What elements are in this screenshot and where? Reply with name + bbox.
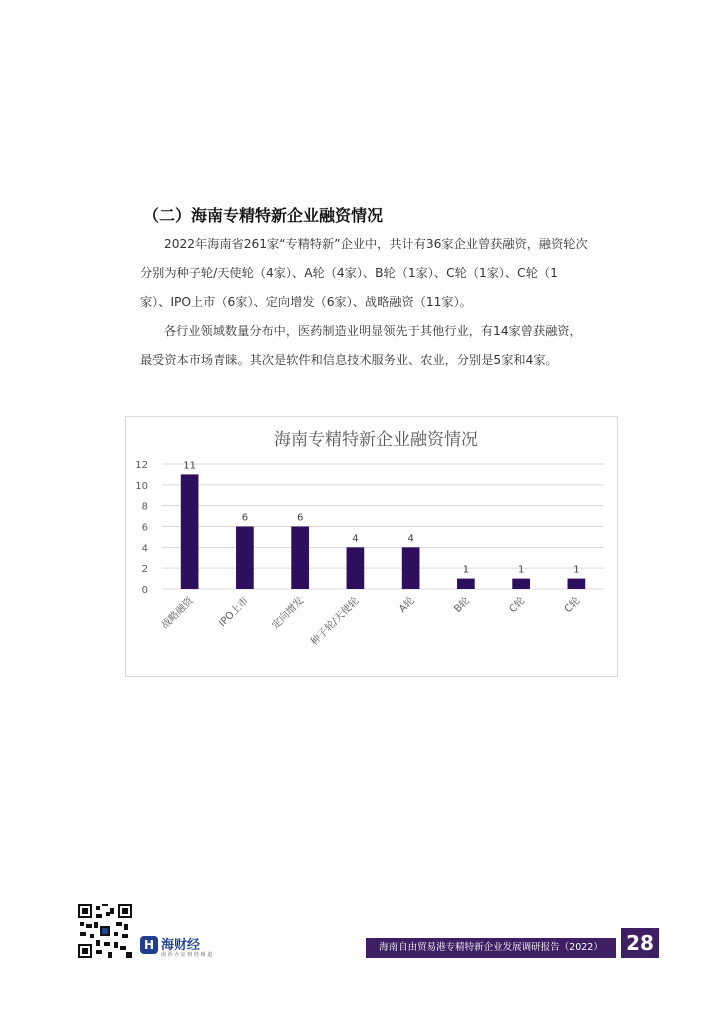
x-tick-label: 种子轮/天使轮 bbox=[308, 595, 362, 648]
brand-logo-icon: H bbox=[140, 936, 158, 954]
bar bbox=[291, 527, 309, 590]
y-tick-label: 12 bbox=[135, 460, 148, 471]
bar bbox=[347, 547, 365, 589]
bar bbox=[568, 579, 586, 589]
x-tick-label: B轮 bbox=[452, 595, 472, 616]
x-tick-label: IPO上市 bbox=[217, 595, 251, 630]
section-heading: （二）海南专精特新企业融资情况 bbox=[143, 206, 384, 225]
y-tick-label: 8 bbox=[141, 501, 148, 513]
bar bbox=[512, 579, 530, 589]
data-label: 1 bbox=[462, 564, 470, 576]
brand-name: 海财经 bbox=[161, 938, 201, 953]
data-label: 1 bbox=[517, 564, 525, 576]
bar bbox=[236, 527, 254, 590]
data-label: 6 bbox=[296, 512, 304, 524]
y-tick-label: 6 bbox=[141, 522, 148, 534]
data-label: 4 bbox=[352, 533, 359, 545]
x-tick-label: C轮 bbox=[562, 595, 583, 616]
data-label: 1 bbox=[573, 564, 580, 576]
chart-gridlines bbox=[162, 464, 604, 589]
paragraph-line: 各行业领域数量分布中，医药制造业明显领先于其他行业，有14家曾获融资， bbox=[164, 324, 582, 338]
page-number: 28 bbox=[621, 928, 659, 958]
y-tick-label: 10 bbox=[135, 480, 148, 492]
x-tick-label: A轮 bbox=[397, 595, 417, 616]
chart-canvas bbox=[126, 417, 617, 676]
qr-code-icon bbox=[78, 904, 132, 958]
y-tick-label: 2 bbox=[141, 564, 148, 576]
y-tick-label: 4 bbox=[141, 543, 148, 555]
paragraph-industry-distribution bbox=[140, 317, 602, 375]
chart-bars bbox=[181, 474, 585, 589]
financing-bar-chart bbox=[125, 416, 618, 677]
report-title-bar: 海南自由贸易港专精特新企业发展调研报告（2022） bbox=[366, 938, 616, 958]
y-tick-label: 0 bbox=[141, 585, 148, 596]
paragraph-line: 最受资本市场青睐。其次是软件和信息技术服务业、农业，分别是5家和4家。 bbox=[140, 353, 558, 367]
bar bbox=[457, 579, 475, 589]
bar bbox=[181, 474, 199, 589]
x-tick-label: 战略融资 bbox=[159, 595, 196, 632]
chart-y-axis bbox=[135, 460, 148, 596]
brand-tagline: 南 沙 办 证 财 经 频 道 bbox=[161, 952, 213, 958]
data-label: 4 bbox=[407, 533, 414, 545]
x-tick-label: 定向增发 bbox=[270, 595, 307, 632]
chart-x-axis bbox=[158, 593, 582, 648]
data-label: 6 bbox=[241, 512, 249, 524]
chart-title: 海南专精特新企业融资情况 bbox=[274, 430, 478, 450]
data-label: 11 bbox=[183, 460, 196, 472]
paragraph-line: 家）、IPO上市（6家）、定向增发（6家）、战略融资（11家）。 bbox=[140, 295, 472, 309]
paragraph-financing-summary bbox=[140, 230, 602, 317]
paragraph-line: 分别为种子轮/天使轮（4家）、A轮（4家）、B轮（1家）、C轮（1家）、C轮（1 bbox=[140, 266, 558, 280]
paragraph-line: 2022年海南省261家“专精特新”企业中，共计有36家企业曾获融资，融资轮次 bbox=[164, 237, 588, 251]
bar bbox=[402, 547, 420, 589]
x-tick-label: C轮 bbox=[507, 595, 528, 616]
